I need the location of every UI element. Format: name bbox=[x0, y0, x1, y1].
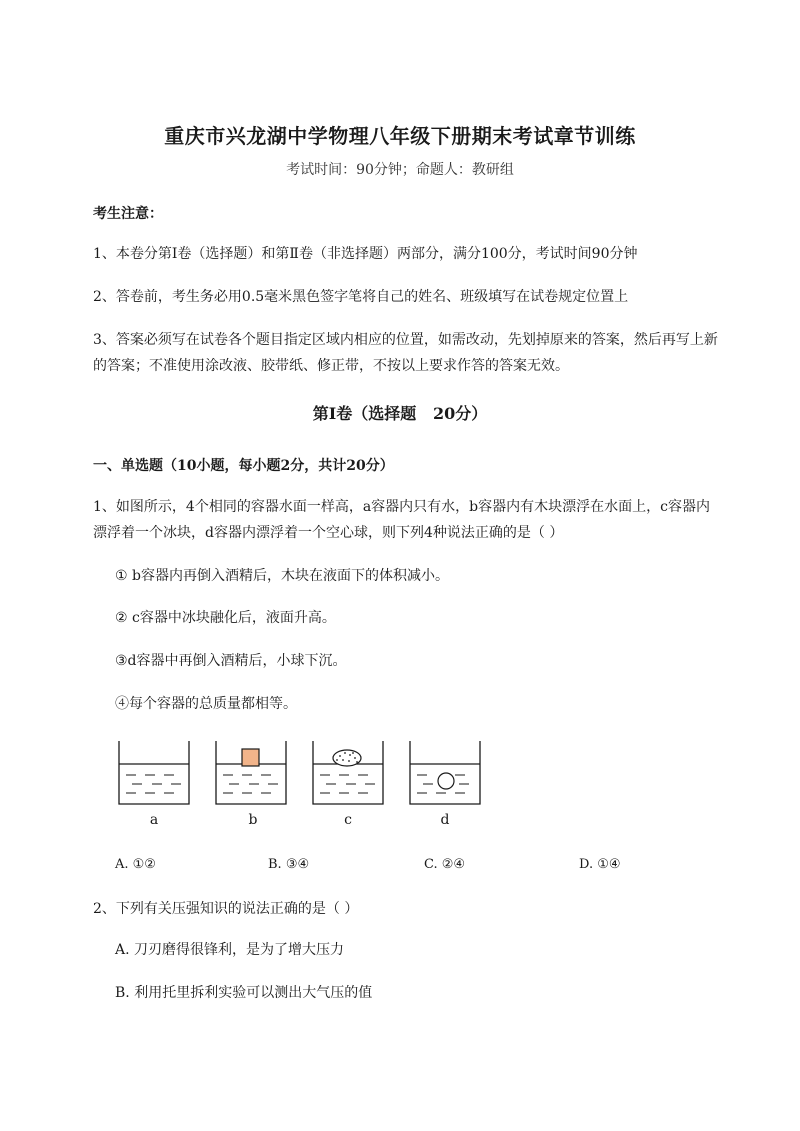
q2-option-b[interactable]: B. 利用托里拆利实验可以测出大气压的值 bbox=[115, 985, 373, 1001]
question-2-stem: 2、下列有关压强知识的说法正确的是（ ） bbox=[93, 901, 359, 917]
wood-block bbox=[242, 749, 259, 766]
figure-label-b: b bbox=[248, 812, 258, 828]
notice-item-1: 1、本卷分第I卷（选择题）和第Ⅱ卷（非选择题）两部分，满分100分，考试时间90分钟 bbox=[93, 246, 638, 262]
option-c[interactable]: C. ②④ bbox=[424, 857, 466, 872]
statement-4: ④每个容器的总质量都相等。 bbox=[115, 696, 297, 712]
question-1-line-2: 漂浮着一个冰块，d容器内漂浮着一个空心球，则下列4种说法正确的是（ ） bbox=[93, 525, 564, 541]
q2-option-a[interactable]: A. 刀刃磨得很锋利，是为了增大压力 bbox=[115, 942, 345, 958]
option-d[interactable]: D. ①④ bbox=[579, 857, 621, 872]
statement-2: ② c容器中冰块融化后，液面升高。 bbox=[115, 610, 336, 626]
statement-3: ③d容器中再倒入酒精后，小球下沉。 bbox=[115, 653, 347, 669]
figure-label-c: c bbox=[344, 812, 352, 828]
page-title: 重庆市兴龙湖中学物理八年级下册期末考试章节训练 bbox=[164, 124, 636, 148]
section-title: 第I卷（选择题 20分） bbox=[312, 404, 488, 423]
option-a[interactable]: A. ①② bbox=[115, 857, 156, 872]
hollow-ball bbox=[438, 773, 454, 789]
notice-item-2: 2、答卷前，考生务必用0.5毫米黑色签字笔将自己的姓名、班级填写在试卷规定位置上 bbox=[93, 289, 629, 305]
notice-heading: 考生注意： bbox=[93, 206, 163, 222]
figure-label-d: d bbox=[440, 812, 450, 828]
container-a bbox=[119, 741, 189, 804]
question-1-line-1: 1、如图所示，4个相同的容器水面一样高，a容器内只有水，b容器内有木块漂浮在水面上，c容器内 bbox=[93, 499, 710, 515]
statement-1: ① b容器内再倒入酒精后，木块在液面下的体积减小。 bbox=[115, 568, 449, 584]
notice-item-3-cont: 的答案；不准使用涂改液、胶带纸、修正带，不按以上要求作答的答案无效。 bbox=[93, 358, 569, 374]
option-b[interactable]: B. ③④ bbox=[268, 857, 310, 872]
notice-item-3: 3、答案必须写在试卷各个题目指定区域内相应的位置，如需改动，先划掉原来的答案，然后再写上新 bbox=[93, 332, 718, 348]
group-title: 一、单选题（10小题，每小题2分，共计20分） bbox=[93, 458, 394, 474]
figure-label-a: a bbox=[149, 812, 159, 828]
ice-block bbox=[333, 750, 361, 766]
exam-info: 考试时间：90分钟；命题人：教研组 bbox=[286, 162, 514, 178]
